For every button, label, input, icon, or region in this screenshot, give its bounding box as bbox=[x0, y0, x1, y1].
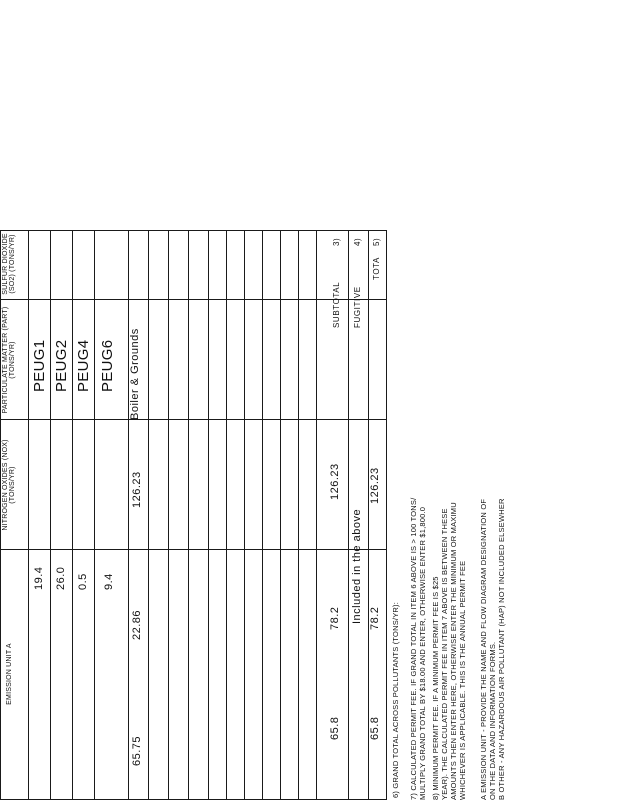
column-rule bbox=[188, 230, 189, 800]
column-rule bbox=[368, 230, 369, 800]
column-rule bbox=[208, 230, 209, 800]
note-minimum-fee-line1: 8) MINIMUM PERMIT FEE. IF A MINIMUM PERMIT FEE IS $25 bbox=[431, 576, 440, 800]
unit-label-peug1: PEUG1 bbox=[31, 339, 48, 392]
column-rule bbox=[0, 230, 1, 800]
row-rule bbox=[0, 230, 386, 231]
row-rule bbox=[0, 419, 386, 420]
row-rule bbox=[0, 549, 386, 550]
column-rule bbox=[316, 230, 317, 800]
column-rule bbox=[50, 230, 51, 800]
note-minimum-fee-line4: WHICHEVER IS APPLICABLE. THIS IS THE ANNUAL PERMIT FEE bbox=[458, 560, 467, 800]
part-value-peug2: 26.0 bbox=[55, 566, 67, 590]
column-rule bbox=[280, 230, 281, 800]
note-grand-total: 6) GRAND TOTAL ACROSS POLLUTANTS (TONS/YR): bbox=[391, 602, 400, 798]
column-rule bbox=[94, 230, 95, 800]
column-rule bbox=[168, 230, 169, 800]
note-minimum-fee-line3: AMOUNTS THEN ENTER HERE, OTHERWISE ENTER THE MINIMUM OR MAXIMU bbox=[449, 502, 458, 800]
part-value-total: 78.2 bbox=[369, 606, 381, 630]
column-rule bbox=[226, 230, 227, 800]
part-value-subtotal: 78.2 bbox=[329, 606, 341, 630]
column-rule bbox=[128, 230, 129, 800]
column-rule bbox=[386, 230, 387, 800]
part-value-peug4: 0.5 bbox=[77, 573, 89, 590]
nox-value-total: 126.23 bbox=[369, 467, 381, 504]
header-nox: NITROGEN OXIDES (NOX) (TONS/YR) bbox=[2, 439, 17, 531]
so2-value-total: 65.8 bbox=[369, 716, 381, 740]
header-emission-unit: EMISSION UNIT A bbox=[6, 643, 13, 705]
rotated-document-page bbox=[0, 230, 618, 800]
nox-value-subtotal: 126.23 bbox=[329, 463, 341, 500]
note-minimum-fee-line2: YEAR). THE CALCULATED PERMIT FEE IN ITEM 7 ABOVE IS BETWEEN THESE bbox=[440, 508, 449, 800]
unit-label-peug6: PEUG6 bbox=[99, 339, 116, 392]
row-rule bbox=[0, 299, 386, 300]
summary-label-subtotal: SUBTOTAL bbox=[332, 281, 341, 328]
nox-value-boiler-grounds: 126.23 bbox=[131, 471, 143, 508]
note-permit-fee-line2: MULTIPLY GRAND TOTAL BY $18.00 AND ENTER, OTHERWISE ENTER $1,800.0 bbox=[418, 506, 427, 800]
summary-number-fugitive: 4) bbox=[353, 237, 362, 246]
part-value-boiler-grounds: 22.86 bbox=[131, 609, 143, 640]
footnote-a-line2: ON THE DATA AND INFORMATION FORMS. bbox=[488, 641, 497, 800]
part-value-peug6: 9.4 bbox=[103, 573, 115, 590]
header-particulate: PARTICULATE MATTER (PART) (TONS/YR) bbox=[2, 306, 17, 414]
column-rule bbox=[298, 230, 299, 800]
column-rule bbox=[72, 230, 73, 800]
fugitive-included-note: Included in the above bbox=[351, 508, 363, 624]
footnote-a-line1: A EMISSION UNIT - PROVIDE THE NAME AND FLOW DIAGRAM DESIGNATION OF bbox=[479, 498, 488, 800]
unit-label-peug2: PEUG2 bbox=[53, 339, 70, 392]
so2-value-subtotal: 65.8 bbox=[329, 716, 341, 740]
part-value-peug1: 19.4 bbox=[33, 566, 45, 590]
column-rule bbox=[348, 230, 349, 800]
so2-value-boiler-grounds: 65.75 bbox=[131, 735, 143, 766]
note-permit-fee-line1: 7) CALCULATED PERMIT FEE. IF GRAND TOTAL IN ITEM 6 ABOVE IS > 100 TONS/ bbox=[409, 497, 418, 800]
emissions-table bbox=[0, 230, 618, 800]
footnote-b: B OTHER - ANY HAZARDOUS AIR POLLUTANT (HAP) NOT INCLUDED ELSEWHER bbox=[497, 498, 506, 800]
unit-label-peug4: PEUG4 bbox=[75, 339, 92, 392]
column-rule bbox=[28, 230, 29, 800]
header-so2: SULFUR DIOXIDE (SO2) (TONS/YR) bbox=[2, 233, 17, 295]
summary-number-subtotal: 3) bbox=[332, 237, 341, 246]
unit-label-boiler-grounds: Boiler & Grounds bbox=[129, 328, 141, 420]
column-rule bbox=[244, 230, 245, 800]
column-rule bbox=[148, 230, 149, 800]
column-rule bbox=[262, 230, 263, 800]
summary-label-total: TOTA bbox=[372, 257, 381, 280]
summary-label-fugitive: FUGITIVE bbox=[353, 286, 362, 328]
summary-number-total: 5) bbox=[372, 237, 381, 246]
